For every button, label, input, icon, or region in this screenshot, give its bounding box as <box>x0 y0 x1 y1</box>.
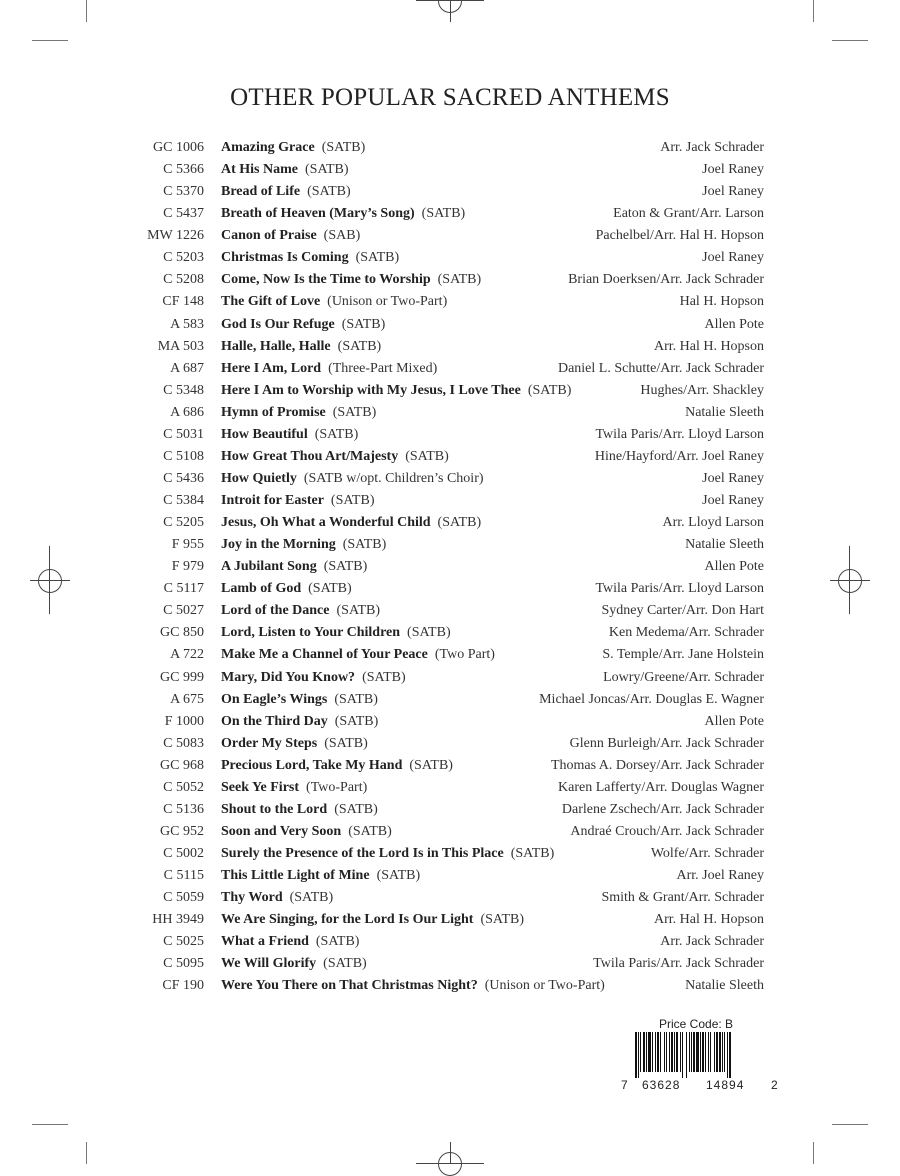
anthem-code: GC 968 <box>160 757 204 773</box>
anthem-row <box>0 446 900 468</box>
anthem-voicing: (SATB) <box>376 868 421 884</box>
anthem-title-cell <box>221 887 333 909</box>
anthem-title-cell <box>221 159 349 181</box>
anthem-title: Soon and Very Soon <box>221 823 342 839</box>
anthem-composer: Wolfe/Arr. Schrader <box>650 846 764 861</box>
anthem-code: MW 1226 <box>147 228 204 244</box>
anthem-voicing: (SATB) <box>315 934 360 950</box>
anthem-composer: Pachelbel/Arr. Hal H. Hopson <box>595 228 764 244</box>
anthem-voicing: (SATB) <box>332 404 377 420</box>
anthem-code: C 5095 <box>163 956 204 972</box>
anthem-title-cell <box>221 711 378 733</box>
anthem-title-cell <box>221 953 367 975</box>
anthem-title: Lord of the Dance <box>221 603 330 619</box>
anthem-composer: Brian Doerksen/Arr. Jack Schrader <box>568 272 764 288</box>
anthem-voicing: (SATB) <box>323 956 367 972</box>
anthem-voicing: (Three-Part Mixed) <box>328 360 438 376</box>
anthem-voicing: (SATB) <box>334 691 378 707</box>
anthem-row <box>0 755 900 777</box>
anthem-title-cell <box>221 181 351 203</box>
anthem-title: Order My Steps <box>221 735 318 751</box>
anthem-voicing: (SATB) <box>323 559 368 575</box>
anthem-row <box>0 291 900 313</box>
anthem-composer: Eaton & Grant/Arr. Larson <box>613 206 764 222</box>
anthem-title: Make Me a Channel of Your Peace <box>221 647 428 663</box>
anthem-title: Surely the Presence of the Lord Is in This Place <box>221 846 504 861</box>
crop-mark-bottom-left-v <box>86 1142 87 1164</box>
anthem-title: How Great Thou Art/Majesty <box>221 448 399 464</box>
anthem-voicing: (SATB) <box>334 713 379 729</box>
anthem-composer: Michael Joncas/Arr. Douglas E. Wagner <box>539 691 764 707</box>
anthem-composer: Allen Pote <box>704 713 764 729</box>
anthem-code: C 5208 <box>163 272 204 288</box>
anthem-row <box>0 534 900 556</box>
anthem-composer: S. Temple/Arr. Jane Holstein <box>602 647 764 663</box>
anthem-row <box>0 711 900 733</box>
anthem-title-cell <box>221 777 367 799</box>
anthem-title: The Gift of Love <box>221 294 321 310</box>
anthem-row <box>0 556 900 578</box>
anthem-title: This Little Light of Mine <box>221 868 370 884</box>
anthem-title-cell <box>221 556 367 578</box>
anthem-title: Christmas Is Coming <box>221 250 349 266</box>
anthem-title: Joy in the Morning <box>221 537 336 553</box>
anthem-voicing: (SATB) <box>421 206 466 222</box>
anthem-composer: Andraé Crouch/Arr. Jack Schrader <box>570 823 764 839</box>
anthem-title-cell <box>221 203 465 225</box>
barcode-left-group: 63628 <box>642 1078 681 1092</box>
barcode-bar <box>716 1032 718 1072</box>
barcode-bar <box>652 1032 653 1072</box>
anthem-composer: Twila Paris/Arr. Jack Schrader <box>593 956 764 972</box>
anthem-row <box>0 600 900 622</box>
anthem-title: Mary, Did You Know? <box>221 669 356 685</box>
anthem-title: Amazing Grace <box>221 140 315 155</box>
anthem-title-cell <box>221 512 481 534</box>
barcode-check-digit: 2 <box>771 1078 778 1092</box>
anthem-code: F 955 <box>171 537 204 553</box>
anthem-title: Shout to the Lord <box>221 801 328 817</box>
anthem-voicing: (SATB) <box>480 912 524 928</box>
barcode-first-digit: 7 <box>621 1078 628 1092</box>
anthem-code: C 5025 <box>163 934 204 950</box>
anthem-voicing: (SATB) <box>437 272 482 288</box>
anthem-composer: Twila Paris/Arr. Lloyd Larson <box>595 581 764 597</box>
anthem-code: GC 999 <box>160 669 204 685</box>
anthem-row <box>0 821 900 843</box>
anthem-row <box>0 733 900 755</box>
page-title: OTHER POPULAR SACRED ANTHEMS <box>230 84 670 111</box>
crop-mark-bottom-right-h <box>832 1124 868 1125</box>
anthem-voicing: (SATB) <box>341 316 386 332</box>
anthem-row <box>0 269 900 291</box>
anthem-title-cell <box>221 534 386 556</box>
anthem-code: A 686 <box>170 404 204 420</box>
anthem-title-cell <box>221 843 554 865</box>
barcode-bar <box>705 1032 706 1072</box>
anthem-title: God Is Our Refuge <box>221 316 335 332</box>
anthem-voicing: (SATB) <box>324 735 368 751</box>
crop-mark-top-left-v <box>86 0 87 22</box>
anthem-title-cell <box>221 137 365 159</box>
anthem-title: Here I Am, Lord <box>221 360 322 376</box>
barcode-bar <box>714 1032 715 1072</box>
anthem-title-cell <box>221 975 605 997</box>
anthem-voicing: (Unison or Two-Part) <box>327 294 448 310</box>
barcode-bar <box>696 1032 699 1072</box>
anthem-title-cell <box>221 336 381 358</box>
anthem-row <box>0 181 900 203</box>
anthem-row <box>0 424 900 446</box>
barcode-bar <box>689 1032 690 1072</box>
anthem-title: How Beautiful <box>221 426 308 442</box>
anthem-row <box>0 689 900 711</box>
anthem-composer: Hine/Hayford/Arr. Joel Raney <box>594 448 764 464</box>
anthem-composer: Natalie Sleeth <box>685 978 764 994</box>
crop-mark-top-right-h <box>832 40 868 41</box>
anthem-code: A 722 <box>170 647 204 663</box>
barcode-bar <box>693 1032 695 1072</box>
anthem-title-cell <box>221 755 453 777</box>
anthem-title-cell <box>221 821 392 843</box>
anthem-code: MA 503 <box>157 338 204 354</box>
anthem-code: F 1000 <box>164 713 204 729</box>
anthem-composer: Joel Raney <box>702 470 764 486</box>
anthem-code: C 5366 <box>163 162 204 178</box>
anthem-title-cell <box>221 865 420 887</box>
barcode-bar <box>660 1032 661 1072</box>
crop-mark-bottom-right-v <box>813 1142 814 1164</box>
anthem-voicing: (SATB) <box>409 757 453 773</box>
anthem-voicing: (Two Part) <box>434 647 495 663</box>
anthem-title: Were You There on That Christmas Night? <box>221 978 478 994</box>
anthem-code: C 5348 <box>163 382 204 398</box>
anthem-voicing: (SATB) <box>305 162 349 178</box>
barcode-bar <box>702 1032 704 1072</box>
barcode-bar <box>657 1032 659 1072</box>
barcode-bar <box>727 1032 728 1078</box>
anthem-row <box>0 667 900 689</box>
anthem-title: Seek Ye First <box>221 779 300 795</box>
crop-mark-top-left-h <box>32 40 68 41</box>
barcode-bar <box>671 1032 673 1072</box>
anthem-row <box>0 931 900 953</box>
anthem-row <box>0 314 900 336</box>
anthem-row <box>0 402 900 424</box>
anthem-row <box>0 336 900 358</box>
anthem-row <box>0 203 900 225</box>
anthem-voicing: (SATB) <box>334 801 378 817</box>
barcode-bar <box>719 1032 721 1072</box>
anthem-title: Introit for Easter <box>221 493 324 508</box>
anthem-composer: Smith & Grant/Arr. Schrader <box>601 890 764 906</box>
anthem-title-cell <box>221 909 524 931</box>
anthem-code: GC 1006 <box>153 140 204 155</box>
anthem-voicing: (SATB) <box>342 537 387 553</box>
barcode-bar <box>655 1032 656 1072</box>
anthem-voicing: (SATB) <box>527 382 572 398</box>
anthem-voicing: (SATB) <box>437 515 482 531</box>
barcode-bar <box>708 1032 709 1072</box>
anthem-composer: Arr. Lloyd Larson <box>662 515 764 531</box>
barcode-bar <box>635 1032 637 1078</box>
barcode-bar <box>638 1032 639 1078</box>
anthem-row <box>0 490 900 512</box>
anthem-title: Precious Lord, Take My Hand <box>221 757 403 773</box>
anthem-voicing: (SATB) <box>337 338 382 354</box>
anthem-composer: Darlene Zschech/Arr. Jack Schrader <box>561 801 764 817</box>
anthem-composer: Glenn Burleigh/Arr. Jack Schrader <box>569 735 764 751</box>
anthem-code: F 979 <box>171 559 204 575</box>
anthem-row <box>0 975 900 997</box>
barcode-bar <box>686 1032 687 1078</box>
anthem-title-cell <box>221 468 484 490</box>
anthem-voicing: (SATB) <box>355 250 400 266</box>
barcode-bar <box>664 1032 665 1072</box>
anthem-voicing: (SATB) <box>362 669 406 685</box>
barcode-bar <box>640 1032 641 1072</box>
barcode-right-group: 14894 <box>706 1078 745 1092</box>
anthem-row <box>0 887 900 909</box>
anthem-code: A 583 <box>170 316 204 332</box>
anthem-voicing: (SAB) <box>323 228 361 244</box>
anthem-voicing: (SATB) <box>314 426 359 442</box>
anthem-code: A 675 <box>170 691 204 707</box>
anthem-voicing: (SATB) <box>307 184 351 200</box>
anthem-composer: Karen Lafferty/Arr. Douglas Wagner <box>558 779 764 795</box>
barcode-bar <box>682 1032 683 1078</box>
anthem-voicing: (SATB) <box>289 890 334 906</box>
anthem-row <box>0 909 900 931</box>
anthem-title-cell <box>221 622 451 644</box>
anthem-row <box>0 247 900 269</box>
anthem-composer: Sydney Carter/Arr. Don Hart <box>601 603 764 619</box>
anthem-code: C 5115 <box>163 868 204 884</box>
anthem-code: C 5108 <box>163 448 204 464</box>
barcode-bar <box>676 1032 678 1072</box>
anthem-title-cell <box>221 799 378 821</box>
anthem-title: At His Name <box>221 162 298 178</box>
anthem-title: On the Third Day <box>221 713 328 729</box>
barcode-bar <box>700 1032 701 1072</box>
anthem-title: We Will Glorify <box>221 956 317 972</box>
anthem-title-cell <box>221 644 495 666</box>
anthem-voicing: (SATB) <box>308 581 352 597</box>
anthem-title-cell <box>221 358 437 380</box>
barcode-bar <box>669 1032 670 1072</box>
anthem-row <box>0 578 900 600</box>
anthem-title-cell <box>221 380 571 402</box>
anthem-code: C 5059 <box>163 890 204 906</box>
crop-mark-bottom-left-h <box>32 1124 68 1125</box>
anthem-code: A 687 <box>170 360 204 376</box>
anthem-title-cell <box>221 247 399 269</box>
anthem-voicing: (SATB) <box>405 448 449 464</box>
anthem-title: What a Friend <box>221 934 309 950</box>
anthem-row <box>0 644 900 666</box>
anthem-voicing: (SATB) <box>348 823 392 839</box>
anthem-voicing: (SATB) <box>330 493 375 508</box>
anthem-title: Hymn of Promise <box>221 404 326 420</box>
anthem-code: C 5083 <box>163 735 204 751</box>
barcode-bar <box>648 1032 651 1072</box>
anthem-code: C 5370 <box>163 184 204 200</box>
anthem-title: Jesus, Oh What a Wonderful Child <box>221 515 431 531</box>
barcode-bar <box>646 1032 647 1072</box>
anthem-title-cell <box>221 269 481 291</box>
anthem-code: CF 190 <box>162 978 204 994</box>
anthem-title-cell <box>221 667 406 689</box>
barcode-bar <box>722 1032 723 1072</box>
anthem-title: A Jubilant Song <box>221 559 317 575</box>
anthem-row <box>0 225 900 247</box>
anthem-voicing: (SATB) <box>336 603 381 619</box>
crop-mark-top-right-v <box>813 0 814 22</box>
anthem-composer: Natalie Sleeth <box>685 537 764 553</box>
anthem-title: Breath of Heaven (Mary’s Song) <box>221 206 415 222</box>
anthem-row <box>0 953 900 975</box>
anthem-code: C 5203 <box>163 250 204 266</box>
anthem-voicing: (SATB) <box>407 625 451 641</box>
barcode-bar <box>674 1032 675 1072</box>
anthem-code: HH 3949 <box>152 912 204 928</box>
anthem-title-cell <box>221 225 360 247</box>
anthem-code: C 5205 <box>163 515 204 531</box>
anthem-code: C 5384 <box>163 493 204 508</box>
anthem-row <box>0 512 900 534</box>
anthem-title-cell <box>221 733 368 755</box>
anthem-title: Halle, Halle, Halle <box>221 338 331 354</box>
anthem-code: CF 148 <box>162 294 204 310</box>
anthem-voicing: (SATB) <box>510 846 555 861</box>
anthem-composer: Allen Pote <box>704 316 764 332</box>
anthem-composer: Hal H. Hopson <box>679 294 764 310</box>
anthem-title-cell <box>221 490 374 512</box>
barcode-bar <box>710 1032 711 1072</box>
anthem-row <box>0 358 900 380</box>
anthem-code: C 5027 <box>163 603 204 619</box>
anthem-title-cell <box>221 291 447 313</box>
barcode-bar <box>643 1032 645 1072</box>
anthem-composer: Hughes/Arr. Shackley <box>640 382 764 398</box>
anthem-code: C 5136 <box>163 801 204 817</box>
anthem-title-cell <box>221 689 378 711</box>
anthem-composer: Arr. Joel Raney <box>676 868 764 884</box>
barcode-bar <box>691 1032 692 1072</box>
barcode-bar <box>729 1032 731 1078</box>
anthem-title: Here I Am to Worship with My Jesus, I Love Thee <box>221 382 521 398</box>
anthem-composer: Daniel L. Schutte/Arr. Jack Schrader <box>557 360 764 376</box>
anthem-composer: Joel Raney <box>702 493 764 508</box>
anthem-composer: Lowry/Greene/Arr. Schrader <box>603 669 764 685</box>
anthem-composer: Joel Raney <box>702 162 764 178</box>
anthem-composer: Joel Raney <box>702 250 764 266</box>
barcode-bar <box>666 1032 667 1072</box>
anthem-title-cell <box>221 931 359 953</box>
anthem-composer: Allen Pote <box>704 559 764 575</box>
anthem-row <box>0 468 900 490</box>
price-code: Price Code: B <box>659 1017 734 1031</box>
anthem-title: Lord, Listen to Your Children <box>221 625 401 641</box>
anthem-composer: Arr. Hal H. Hopson <box>653 912 764 928</box>
anthem-title-cell <box>221 424 358 446</box>
anthem-title: Come, Now Is the Time to Worship <box>221 272 431 288</box>
anthem-title: Canon of Praise <box>221 228 317 244</box>
anthem-row <box>0 799 900 821</box>
anthem-code: C 5117 <box>163 581 204 597</box>
anthem-composer: Ken Medema/Arr. Schrader <box>608 625 764 641</box>
anthem-code: GC 850 <box>160 625 204 641</box>
anthem-title-cell <box>221 402 376 424</box>
anthem-code: C 5052 <box>163 779 204 795</box>
anthem-code: C 5031 <box>163 426 204 442</box>
anthem-composer: Natalie Sleeth <box>685 404 764 420</box>
anthem-voicing: (Unison or Two-Part) <box>484 978 605 994</box>
anthem-composer: Arr. Jack Schrader <box>660 140 764 155</box>
anthem-voicing: (SATB w/opt. Children’s Choir) <box>303 470 484 486</box>
anthem-row <box>0 622 900 644</box>
anthem-title-cell <box>221 600 380 622</box>
anthem-code: C 5436 <box>163 470 204 486</box>
anthem-list <box>0 137 900 997</box>
anthem-row <box>0 843 900 865</box>
anthem-row <box>0 159 900 181</box>
anthem-row <box>0 380 900 402</box>
anthem-composer: Arr. Jack Schrader <box>660 934 764 950</box>
barcode-bar <box>724 1032 725 1072</box>
anthem-title-cell <box>221 578 352 600</box>
anthem-composer: Joel Raney <box>702 184 764 200</box>
anthem-voicing: (Two-Part) <box>306 779 368 795</box>
anthem-composer: Twila Paris/Arr. Lloyd Larson <box>595 426 764 442</box>
anthem-composer: Arr. Hal H. Hopson <box>653 338 764 354</box>
barcode-bar <box>680 1032 681 1072</box>
anthem-title: Thy Word <box>221 890 283 906</box>
anthem-voicing: (SATB) <box>321 140 366 155</box>
anthem-composer: Thomas A. Dorsey/Arr. Jack Schrader <box>550 757 764 773</box>
anthem-row <box>0 777 900 799</box>
anthem-row <box>0 137 900 159</box>
anthem-title-cell <box>221 446 449 468</box>
anthem-title: How Quietly <box>221 470 297 486</box>
anthem-title: We Are Singing, for the Lord Is Our Light <box>221 912 474 928</box>
anthem-code: GC 952 <box>160 823 204 839</box>
anthem-row <box>0 865 900 887</box>
anthem-title: Bread of Life <box>221 184 301 200</box>
anthem-title-cell <box>221 314 385 336</box>
anthem-code: C 5437 <box>163 206 204 222</box>
anthem-code: C 5002 <box>163 846 204 861</box>
anthem-title: On Eagle’s Wings <box>221 691 328 707</box>
anthem-title: Lamb of God <box>221 581 302 597</box>
